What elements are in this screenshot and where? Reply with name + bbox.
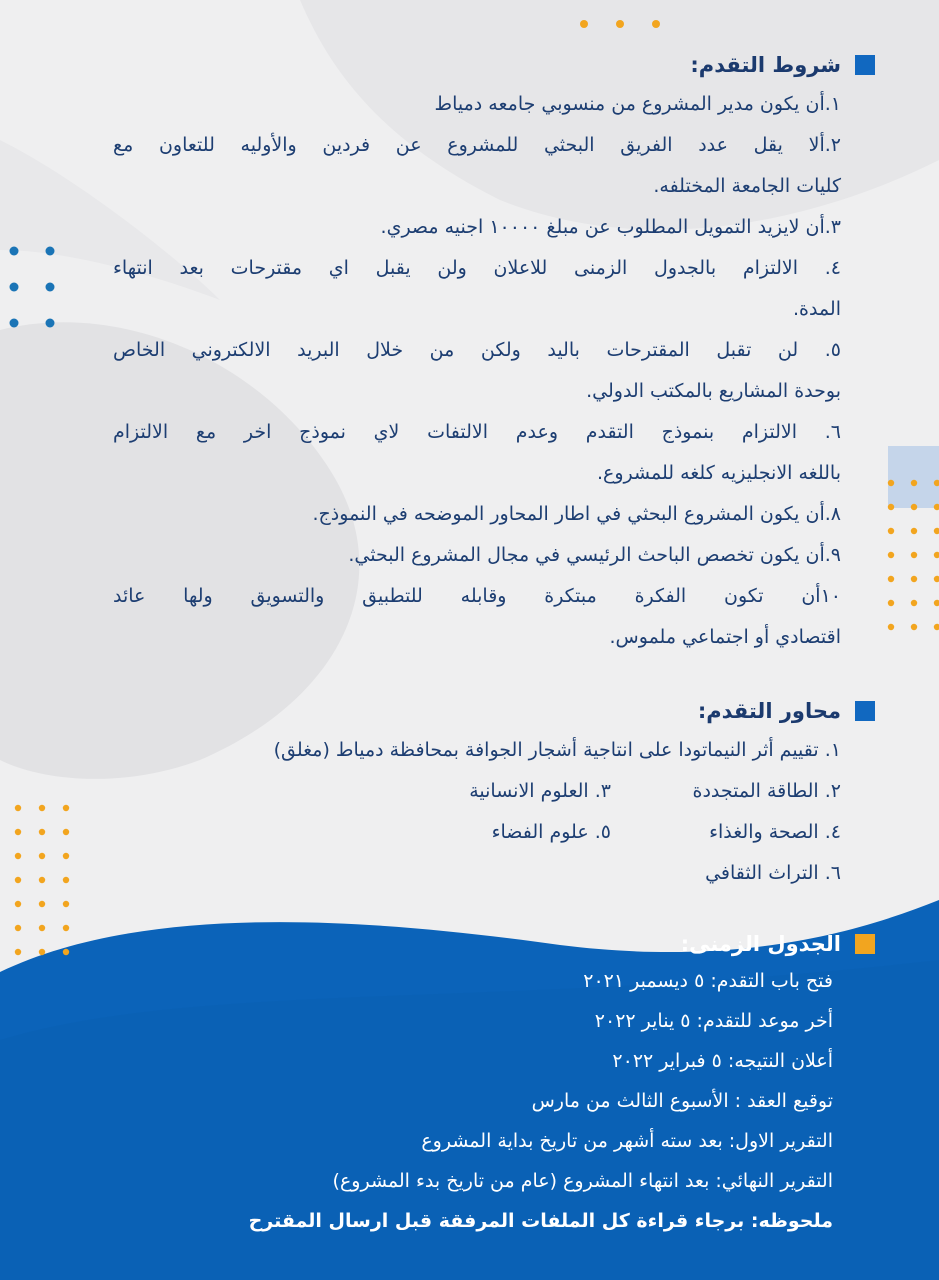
condition-line: باللغه الانجليزيه كلغه للمشروع.	[596, 462, 841, 484]
axis-item: ٣. العلوم الانسانية	[469, 780, 611, 802]
blue-square-bullet-icon	[855, 701, 875, 721]
condition-line: ١٠أن تكون الفكرة مبتكرة وقابله للتطبيق والتسويق ولها عائد	[113, 585, 841, 607]
schedule-item: أخر موعد للتقدم: ٥ يناير ٢٠٢٢	[594, 1010, 833, 1032]
blue-square-bullet-icon	[855, 55, 875, 75]
condition-line: ٨.أن يكون المشروع البحثي في اطار المحاور الموضحه في النموذج.	[312, 503, 841, 525]
schedule-item: أعلان النتيجه: ٥ فبراير ٢٠٢٢	[612, 1050, 833, 1072]
conditions-list	[113, 84, 841, 658]
condition-line: اقتصادي أو اجتماعي ملموس.	[609, 626, 841, 648]
condition-line: ٩.أن يكون تخصص الباحث الرئيسي في مجال المشروع البحثي.	[348, 544, 841, 566]
schedule-list	[73, 961, 833, 1241]
axes-list	[141, 730, 841, 894]
axis-row	[141, 771, 841, 812]
condition-line: ١.أن يكون مدير المشروع من منسوبي جامعه دمياط	[434, 93, 841, 115]
axes-title: محاور التقدم:	[697, 699, 841, 723]
axis-item: ٤. الصحة والغذاء	[709, 821, 841, 843]
axis-line: ١. تقييم أثر النيماتودا على انتاجية أشجار الجوافة بمحافظة دمياط (مغلق)	[273, 739, 841, 761]
axes-heading	[698, 694, 875, 728]
conditions-title: شروط التقدم:	[690, 53, 841, 77]
schedule-note: ملحوظه: برجاء قراءة كل الملفات المرفقة قبل ارسال المقترح	[248, 1210, 833, 1232]
axis-row	[141, 812, 841, 853]
conditions-heading	[690, 48, 875, 82]
schedule-heading	[681, 927, 875, 961]
schedule-item: توقيع العقد : الأسبوع الثالث من مارس	[531, 1090, 833, 1112]
schedule-item: التقرير الاول: بعد سته أشهر من تاريخ بداية المشروع	[421, 1130, 833, 1152]
condition-line: ٣.أن لايزيد التمويل المطلوب عن مبلغ ١٠٠٠٠ اجنيه مصري.	[380, 216, 841, 238]
condition-line: ٢.ألا يقل عدد الفريق البحثي للمشروع عن فردين والأوليه للتعاون مع	[113, 134, 841, 156]
axis-line: ٦. التراث الثقافي	[705, 862, 841, 884]
schedule-title: الجدول الزمنى:	[680, 932, 841, 956]
condition-line: ٦. الالتزام بنموذج التقدم وعدم الالتفات لاي نموذج اخر مع الالتزام	[113, 421, 841, 443]
condition-line: ٥. لن تقبل المقترحات باليد ولكن من خلال البريد الالكتروني الخاص	[113, 339, 841, 361]
axis-item: ٥. علوم الفضاء	[491, 821, 611, 843]
condition-line: بوحدة المشاريع بالمكتب الدولي.	[586, 380, 841, 402]
schedule-item: التقرير النهائي: بعد انتهاء المشروع (عام من تاريخ بدء المشروع)	[332, 1170, 833, 1192]
condition-line: المدة.	[792, 298, 841, 320]
condition-line: كليات الجامعة المختلفه.	[653, 175, 841, 197]
axis-item: ٢. الطاقة المتجددة	[692, 780, 841, 802]
schedule-item: فتح باب التقدم: ٥ ديسمبر ٢٠٢١	[583, 970, 833, 992]
orange-square-bullet-icon	[855, 934, 875, 954]
condition-line: ٤. الالتزام بالجدول الزمنى للاعلان ولن يقبل اي مقترحات بعد انتهاء	[113, 257, 841, 279]
